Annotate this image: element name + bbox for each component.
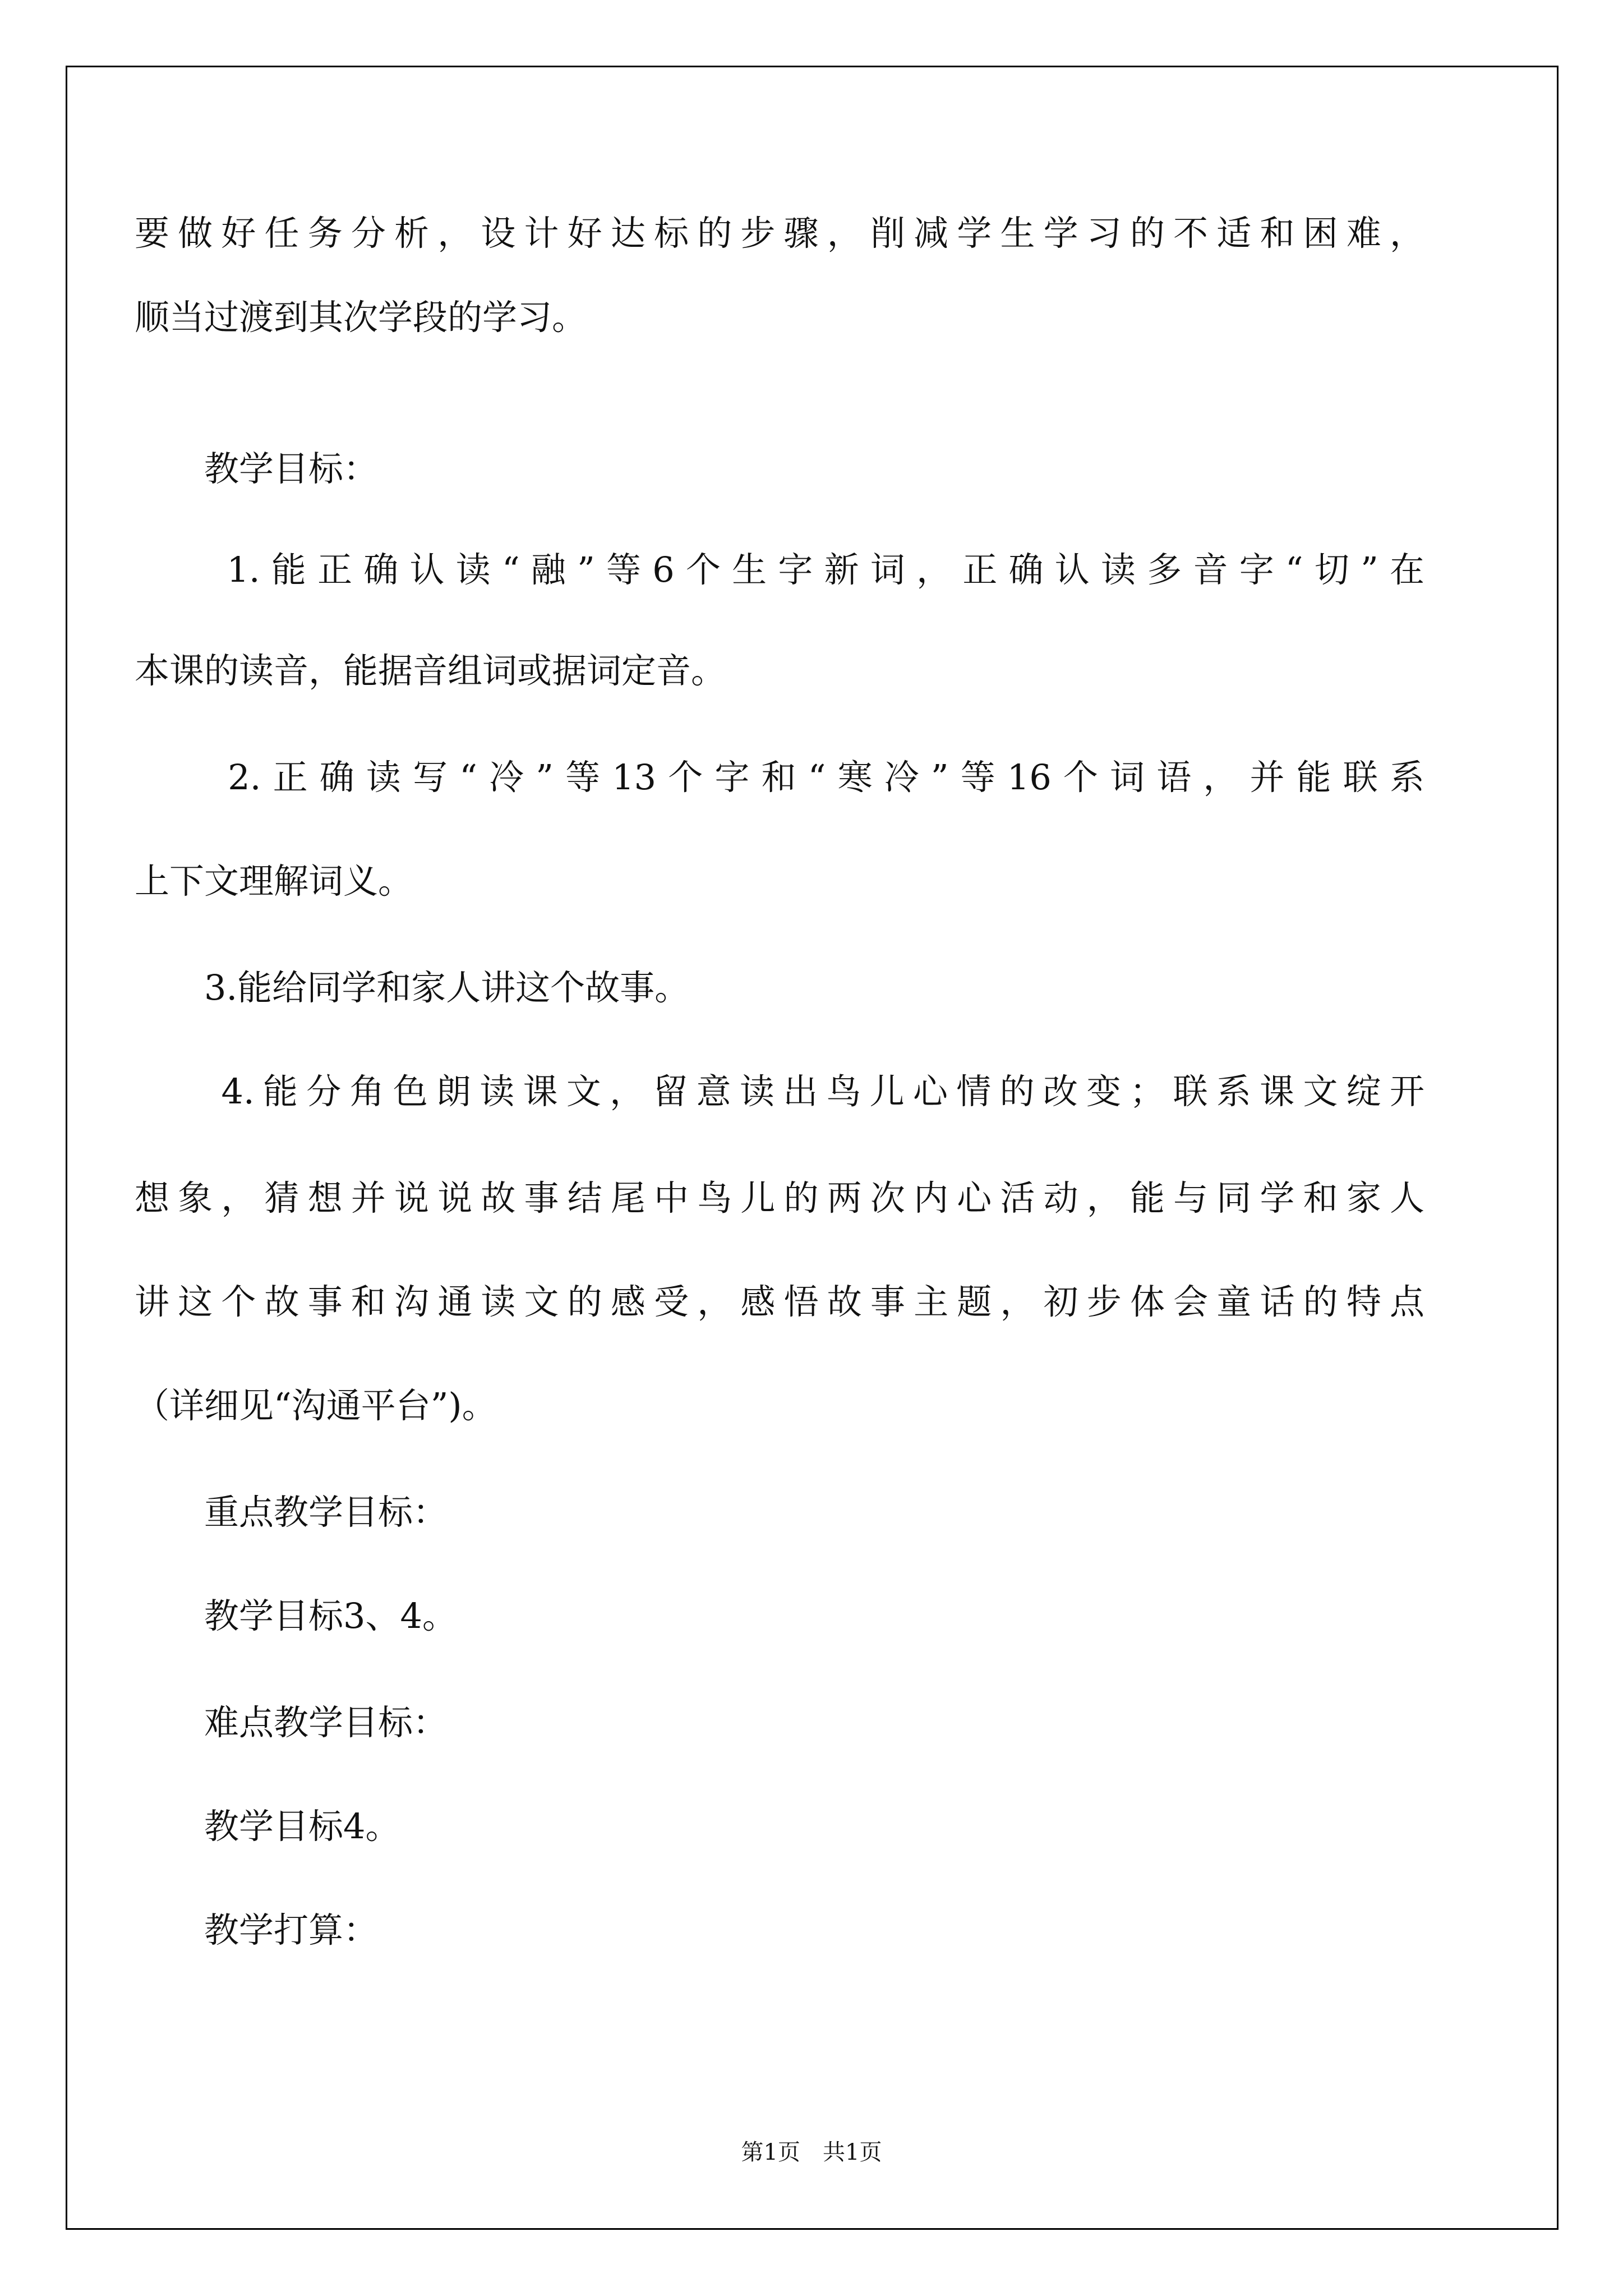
section-heading: 教学打算： [135,1910,379,1950]
text-line: 想象，猜想并说说故事结尾中鸟儿的两次内心活动，能与同学和家人 [135,1177,1424,1218]
text-line: 教学目标4。 [135,1806,400,1847]
text-line: 上下文理解词义。 [135,861,413,901]
text-line: 3.能给同学和家人讲这个故事。 [135,967,690,1008]
section-heading: 重点教学目标： [135,1492,448,1533]
section-heading: 难点教学目标： [135,1702,448,1743]
text-line: 本课的读音，能据音组词或据词定音。 [135,650,726,691]
text-line: 要做好任务分析，设计好达标的步骤，削减学生学习的不适和困难， [135,213,1424,254]
text-line: 2.正确读写“冷”等13个字和“寒冷”等16个词语，并能联系 [135,757,1424,798]
text-line: 1.能正确认读“融”等6个生字新词，正确认读多音字“切”在 [135,549,1424,590]
text-line: 讲这个故事和沟通读文的感受，感悟故事主题，初步体会童话的特点 [135,1281,1424,1322]
text-line: （详细见“沟通平台”)。 [135,1385,497,1426]
text-line: 顺当过渡到其次学段的学习。 [135,297,587,338]
page-number-footer: 第1页 共1页 [741,2139,882,2165]
text-line: 教学目标3、4。 [135,1595,457,1636]
section-heading: 教学目标： [135,448,379,489]
text-line: 4.能分角色朗读课文，留意读出鸟儿心情的改变；联系课文绽开 [135,1071,1424,1112]
page-frame [66,66,1559,2230]
